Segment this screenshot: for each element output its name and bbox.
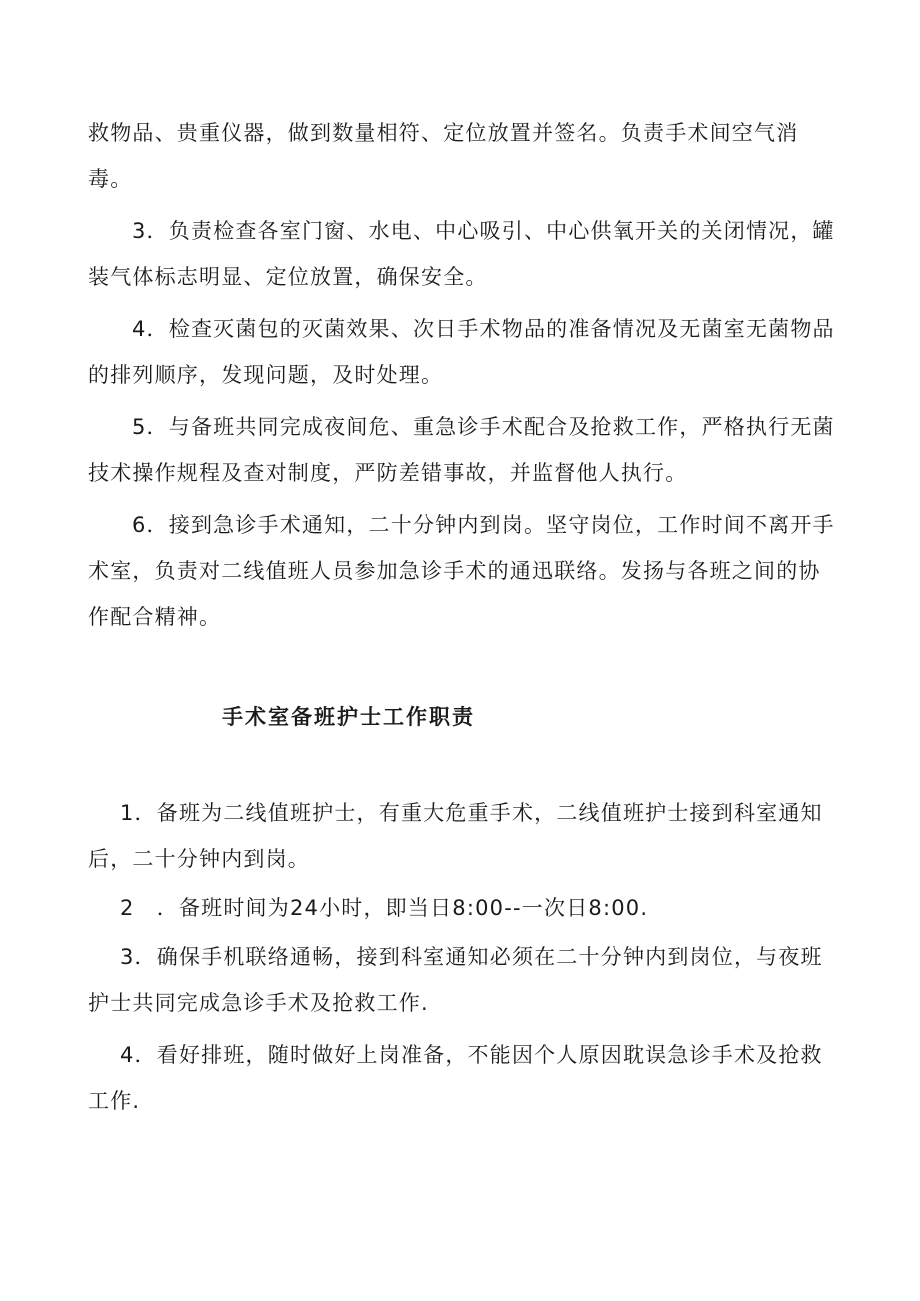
- duty-item-4: 4．检查灭菌包的灭菌效果、次日手术物品的准备情况及无菌室无菌物品的排列顺序，发现问题，及时处理。: [88, 317, 835, 387]
- standby-item-3: 3．确保手机联络通畅，接到科室通知必须在二十分钟内到岗位，与夜班护士共同完成急诊手术及抢救工作.: [88, 945, 823, 1015]
- duty-item-5: 5．与备班共同完成夜间危、重急诊手术配合及抢救工作，严格执行无菌技术操作规程及查对制度，严防差错事故，并监督他人执行。: [88, 415, 835, 485]
- duty-item-6: 6．接到急诊手术通知，二十分钟内到岗。坚守岗位，工作时间不离开手术室，负责对二线值班人员参加急诊手术的通迅联络。发扬与各班之间的协作配合精神。: [88, 513, 835, 629]
- standby-item-2: 2 ．备班时间为24小时，即当日8:00--一次日8:00.: [120, 896, 649, 920]
- continuation-paragraph: 救物品、贵重仪器，做到数量相符、定位放置并签名。负责手术间空气消毒。: [88, 121, 799, 191]
- standby-item-1: 1．备班为二线值班护士，有重大危重手术，二线值班护士接到科室通知后，二十分钟内到岗。: [88, 801, 823, 871]
- section-title: 手术室备班护士工作职责: [222, 705, 475, 729]
- duty-item-3: 3．负责检查各室门窗、水电、中心吸引、中心供氧开关的关闭情况，罐装气体标志明显、定位放置，确保安全。: [88, 219, 835, 289]
- standby-item-4: 4．看好排班，随时做好上岗准备，不能因个人原因耽误急诊手术及抢救工作.: [88, 1043, 823, 1113]
